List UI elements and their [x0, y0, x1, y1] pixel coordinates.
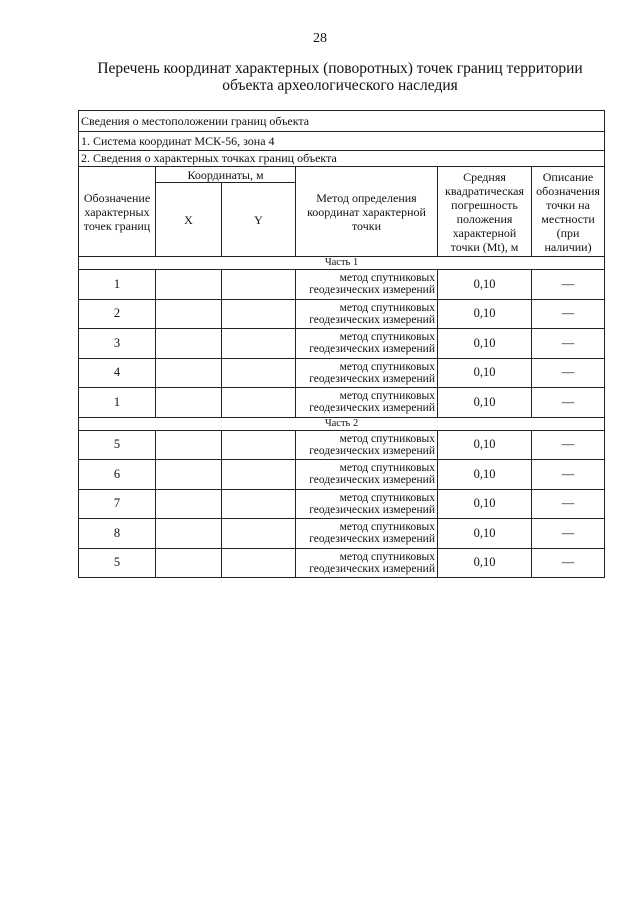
method-cell: метод спутниковых геодезических измерений: [296, 388, 438, 418]
header-error: Средняя квадратическая погрешность положения характерной точки (Mt), м: [438, 167, 532, 257]
part-row: [79, 257, 605, 270]
coordinate-y-cell: [222, 489, 296, 519]
point-number-cell: 6: [79, 460, 156, 490]
coordinate-x-cell: [156, 329, 222, 359]
point-number-cell: 7: [79, 489, 156, 519]
table-row: [79, 329, 605, 359]
description-cell: —: [532, 388, 605, 418]
coordinate-y-cell: [222, 329, 296, 359]
description-cell: —: [532, 519, 605, 549]
error-cell: 0,10: [438, 548, 532, 578]
description-cell: —: [532, 358, 605, 388]
coordinate-system-line: 1. Система координат МСК-56, зона 4: [79, 132, 605, 151]
method-cell: метод спутниковых геодезических измерений: [296, 358, 438, 388]
error-cell: 0,10: [438, 460, 532, 490]
error-cell: 0,10: [438, 388, 532, 418]
coordinate-y-cell: [222, 358, 296, 388]
table-row: [79, 519, 605, 549]
coordinate-y-cell: [222, 548, 296, 578]
point-number-cell: 4: [79, 358, 156, 388]
part-label: Часть 1: [79, 257, 605, 270]
table-row: [79, 548, 605, 578]
method-cell: метод спутниковых геодезических измерений: [296, 489, 438, 519]
table-row: [79, 489, 605, 519]
point-number-cell: 1: [79, 270, 156, 300]
header-designation: Обозначение характерных точек границ: [79, 167, 156, 257]
table-row: [79, 388, 605, 418]
error-cell: 0,10: [438, 489, 532, 519]
description-cell: —: [532, 430, 605, 460]
method-cell: метод спутниковых геодезических измерений: [296, 519, 438, 549]
coordinate-x-cell: [156, 388, 222, 418]
table-row: [79, 358, 605, 388]
method-cell: метод спутниковых геодезических измерений: [296, 329, 438, 359]
header-x: X: [156, 183, 222, 257]
method-cell: метод спутниковых геодезических измерений: [296, 270, 438, 300]
description-cell: —: [532, 270, 605, 300]
table-row: [79, 299, 605, 329]
points-info-line: 2. Сведения о характерных точках границ объекта: [79, 151, 605, 167]
document-title-line-2: объекта археологического наследия: [222, 77, 458, 94]
table-row: [79, 430, 605, 460]
method-cell: метод спутниковых геодезических измерений: [296, 299, 438, 329]
point-number-cell: 8: [79, 519, 156, 549]
coordinates-table: [78, 110, 605, 578]
table-row: [79, 270, 605, 300]
document-title-line-1: Перечень координат характерных (поворотных) точек границ территории: [97, 60, 583, 77]
error-cell: 0,10: [438, 299, 532, 329]
document-title: [70, 60, 610, 94]
error-cell: 0,10: [438, 270, 532, 300]
coordinate-y-cell: [222, 460, 296, 490]
description-cell: —: [532, 548, 605, 578]
error-cell: 0,10: [438, 358, 532, 388]
point-number-cell: 1: [79, 388, 156, 418]
coordinate-x-cell: [156, 460, 222, 490]
description-cell: —: [532, 489, 605, 519]
table-row: [79, 460, 605, 490]
point-number-cell: 2: [79, 299, 156, 329]
part-row: [79, 417, 605, 430]
coordinate-x-cell: [156, 299, 222, 329]
coordinate-y-cell: [222, 270, 296, 300]
part-label: Часть 2: [79, 417, 605, 430]
point-number-cell: 5: [79, 430, 156, 460]
coordinate-x-cell: [156, 358, 222, 388]
error-cell: 0,10: [438, 329, 532, 359]
coordinate-y-cell: [222, 519, 296, 549]
error-cell: 0,10: [438, 519, 532, 549]
page-number: 28: [313, 31, 327, 46]
method-cell: метод спутниковых геодезических измерений: [296, 548, 438, 578]
description-cell: —: [532, 299, 605, 329]
description-cell: —: [532, 460, 605, 490]
header-description: Описание обозначения точки на местности (при наличии): [532, 167, 605, 257]
coordinate-y-cell: [222, 299, 296, 329]
header-method: Метод определения координат характерной точки: [296, 167, 438, 257]
header-coordinates: Координаты, м: [156, 167, 296, 183]
method-cell: метод спутниковых геодезических измерений: [296, 430, 438, 460]
coordinate-x-cell: [156, 519, 222, 549]
point-number-cell: 5: [79, 548, 156, 578]
coordinate-y-cell: [222, 388, 296, 418]
coordinate-x-cell: [156, 489, 222, 519]
coordinate-x-cell: [156, 270, 222, 300]
description-cell: —: [532, 329, 605, 359]
error-cell: 0,10: [438, 430, 532, 460]
method-cell: метод спутниковых геодезических измерений: [296, 460, 438, 490]
point-number-cell: 3: [79, 329, 156, 359]
coordinate-y-cell: [222, 430, 296, 460]
coordinate-x-cell: [156, 548, 222, 578]
coordinate-x-cell: [156, 430, 222, 460]
header-y: Y: [222, 183, 296, 257]
section-header: Сведения о местоположении границ объекта: [79, 111, 605, 132]
